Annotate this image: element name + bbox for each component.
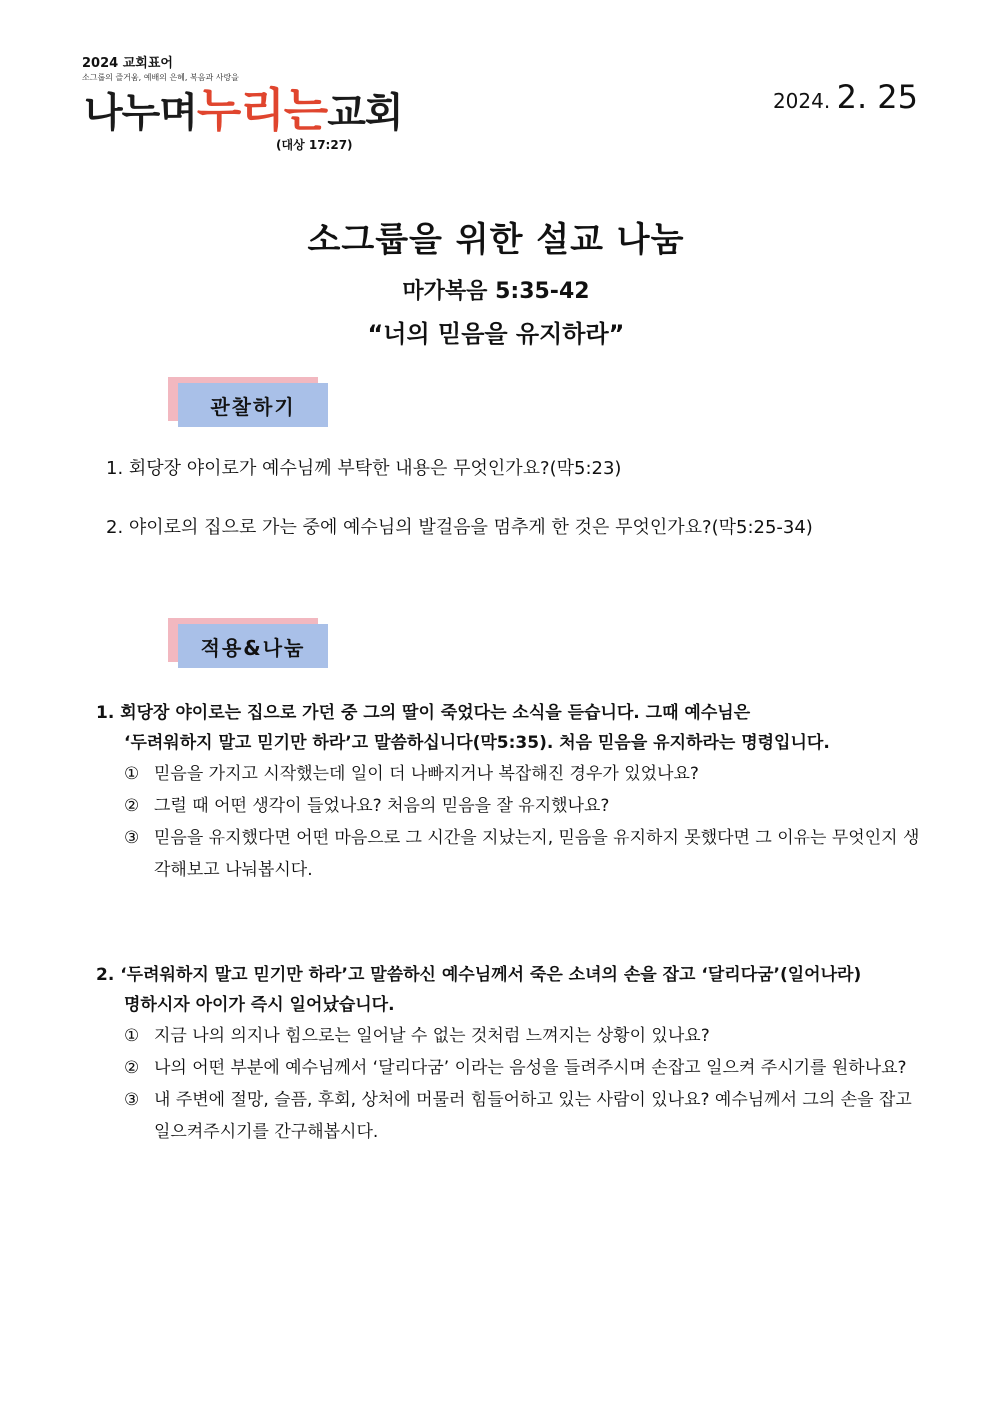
observe-question-2: 2. 야이로의 집으로 가는 중에 예수님의 발걸음을 멈추게 한 것은 무엇인가요?(막5:25-34) <box>106 517 813 538</box>
apply-subquestion <box>96 1084 926 1148</box>
date-year: 2024. <box>772 89 831 113</box>
logo-verse: (대상 17:27) <box>276 138 353 152</box>
sub-number: ③ <box>124 828 140 848</box>
sub-text: 나의 어떤 부분에 예수님께서 ‘달리다굼’ 이라는 음성을 들려주시며 손잡고 일으켜 주시기를 원하나요? <box>154 1058 907 1078</box>
apply-label: 적용&나눔 <box>178 624 328 668</box>
observe-section-tag <box>168 377 320 425</box>
apply-item-line: 2. ‘두려워하지 말고 믿기만 하라’고 말씀하신 예수님께서 죽은 소녀의 손을 잡고 ‘달리다굼’(일어나라) <box>96 965 862 985</box>
sub-number: ③ <box>124 1090 140 1110</box>
church-motto-logo <box>80 52 403 162</box>
date-month-day: 2. 25 <box>836 78 918 116</box>
observe-label: 관찰하기 <box>178 383 328 427</box>
apply-subquestion <box>96 1052 926 1084</box>
apply-item-main <box>96 960 926 1020</box>
sub-number: ② <box>124 796 140 816</box>
sub-text: 믿음을 가지고 시작했는데 일이 더 나빠지거나 복잡해진 경우가 있었나요? <box>154 764 699 784</box>
apply-section-tag <box>168 618 320 666</box>
apply-item-line: 명하시자 아이가 즉시 일어났습니다. <box>124 995 395 1015</box>
sub-text: 그럴 때 어떤 생각이 들었나요? 처음의 믿음을 잘 유지했나요? <box>154 796 610 816</box>
document-date <box>773 78 918 116</box>
apply-item-2 <box>96 960 926 1148</box>
apply-item-1 <box>96 698 926 886</box>
sub-number: ② <box>124 1058 140 1078</box>
logo-year: 2024 교회표어 <box>82 56 173 71</box>
sub-number: ① <box>124 764 140 784</box>
logo-part-1: 나누며 <box>84 90 197 136</box>
apply-item-line: 1. 회당장 야이로는 집으로 가던 중 그의 딸이 죽었다는 소식을 듣습니다. 그때 예수님은 <box>96 703 751 723</box>
logo-subtitle: 소그룹의 즐거움, 예배의 은혜, 복음과 사랑을 <box>82 73 239 82</box>
observe-question-1: 1. 회당장 야이로가 예수님께 부탁한 내용은 무엇인가요?(막5:23) <box>106 458 622 479</box>
logo-part-3: 교회 <box>327 90 403 136</box>
scripture-reference: 마가복음 5:35-42 <box>402 279 590 304</box>
sermon-subtitle: “너의 믿음을 유지하라” <box>367 320 625 348</box>
apply-subquestion <box>96 790 926 822</box>
apply-subquestion <box>96 822 926 886</box>
logo-wordmark <box>84 82 403 141</box>
page-title: 소그룹을 위한 설교 나눔 <box>307 220 685 260</box>
apply-item-main <box>96 698 926 758</box>
logo-part-2: 누리는 <box>196 83 328 137</box>
sub-text: 지금 나의 의지나 힘으로는 일어날 수 없는 것처럼 느껴지는 상황이 있나요? <box>154 1026 710 1046</box>
sub-text: 내 주변에 절망, 슬픔, 후회, 상처에 머물러 힘들어하고 있는 사람이 있나요? 예수님께서 그의 손을 잡고 일으켜주시기를 간구해봅시다. <box>154 1090 912 1142</box>
apply-subquestion <box>96 758 926 790</box>
apply-subquestion <box>96 1020 926 1052</box>
sub-text: 믿음을 유지했다면 어떤 마음으로 그 시간을 지났는지, 믿음을 유지하지 못했다면 그 이유는 무엇인지 생각해보고 나눠봅시다. <box>154 828 920 880</box>
apply-item-line: ‘두려워하지 말고 믿기만 하라’고 말씀하십니다(막5:35). 처음 믿음을 유지하라는 명령입니다. <box>124 733 830 753</box>
sub-number: ① <box>124 1026 140 1046</box>
